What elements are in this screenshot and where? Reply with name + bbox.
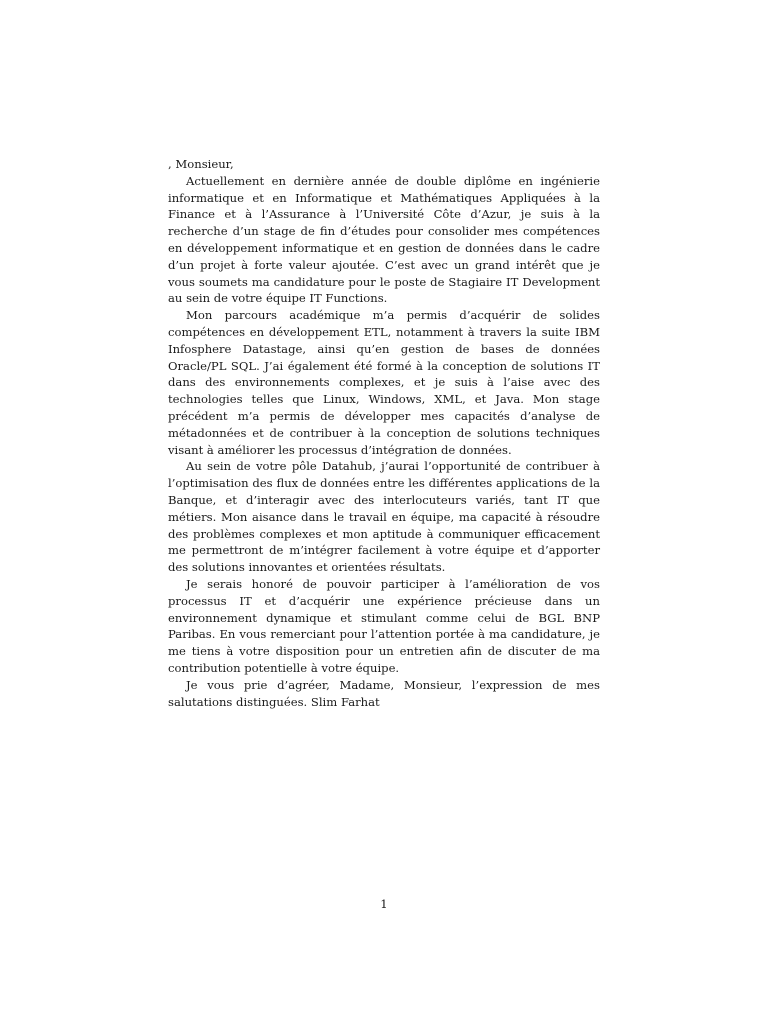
paragraph-salutation: Je vous prie d’agréer, Madame, Monsieur, l’expression de mes salutations distinguées. Slim Farhat (168, 677, 600, 709)
paragraph-introduction: Actuellement en dernière année de double diplôme en ingénierie informatique et en Informatique et Mathématiques Appliquées à la Finance et à l’Assurance à l’Université Côte d’Azur, je suis à la recherche d’un stage de fin d’études pour consolider mes compétences en développement informatique et en gestion de données dans le cadre d’un projet à forte valeur ajoutée. C’est avec un grand intérêt que je vous soumets ma candidature pour le poste de Stagiaire IT Development au sein de votre équipe IT Functions. (168, 173, 600, 306)
letter-body (168, 156, 600, 710)
paragraph-closing: Je serais honoré de pouvoir participer à l’amélioration de vos processus IT et d’acquérir une expérience précieuse dans un environnement dynamique et stimulant comme celui de BGL BNP Paribas. En vous remerciant pour l’attention portée à ma candidature, je me tiens à votre disposition pour un entretien afin de discuter de ma contribution potentielle à votre équipe. (168, 576, 600, 675)
letter-greeting: , Monsieur, (168, 157, 234, 171)
paragraph-motivation: Au sein de votre pôle Datahub, j’aurai l’opportunité de contribuer à l’optimisation des flux de données entre les différentes applications de la Banque, et d’interagir avec des interlocuteurs variés, tant IT que métiers. Mon aisance dans le travail en équipe, ma capacité à résoudre des problèmes complexes et mon aptitude à communiquer efficacement me permettront de m’intégrer facilement à votre équipe et d’apporter des solutions innovantes et orientées résultats. (168, 459, 600, 575)
paragraph-background: Mon parcours académique m’a permis d’acquérir de solides compétences en développement ETL, notamment à travers la suite IBM Infosphere Datastage, ainsi qu’en gestion de bases de données Oracle/PL SQL. J’ai également été formé à la conception de solutions IT dans des environnements complexes, et je suis à l’aise avec des technologies telles que Linux, Windows, XML, et Java. Mon stage précédent m’a permis de développer mes capacités d’analyse de métadonnées et de contribuer à la conception de solutions techniques visant à améliorer les processus d’intégration de données. (168, 308, 600, 457)
page-number: 1 (380, 897, 388, 911)
